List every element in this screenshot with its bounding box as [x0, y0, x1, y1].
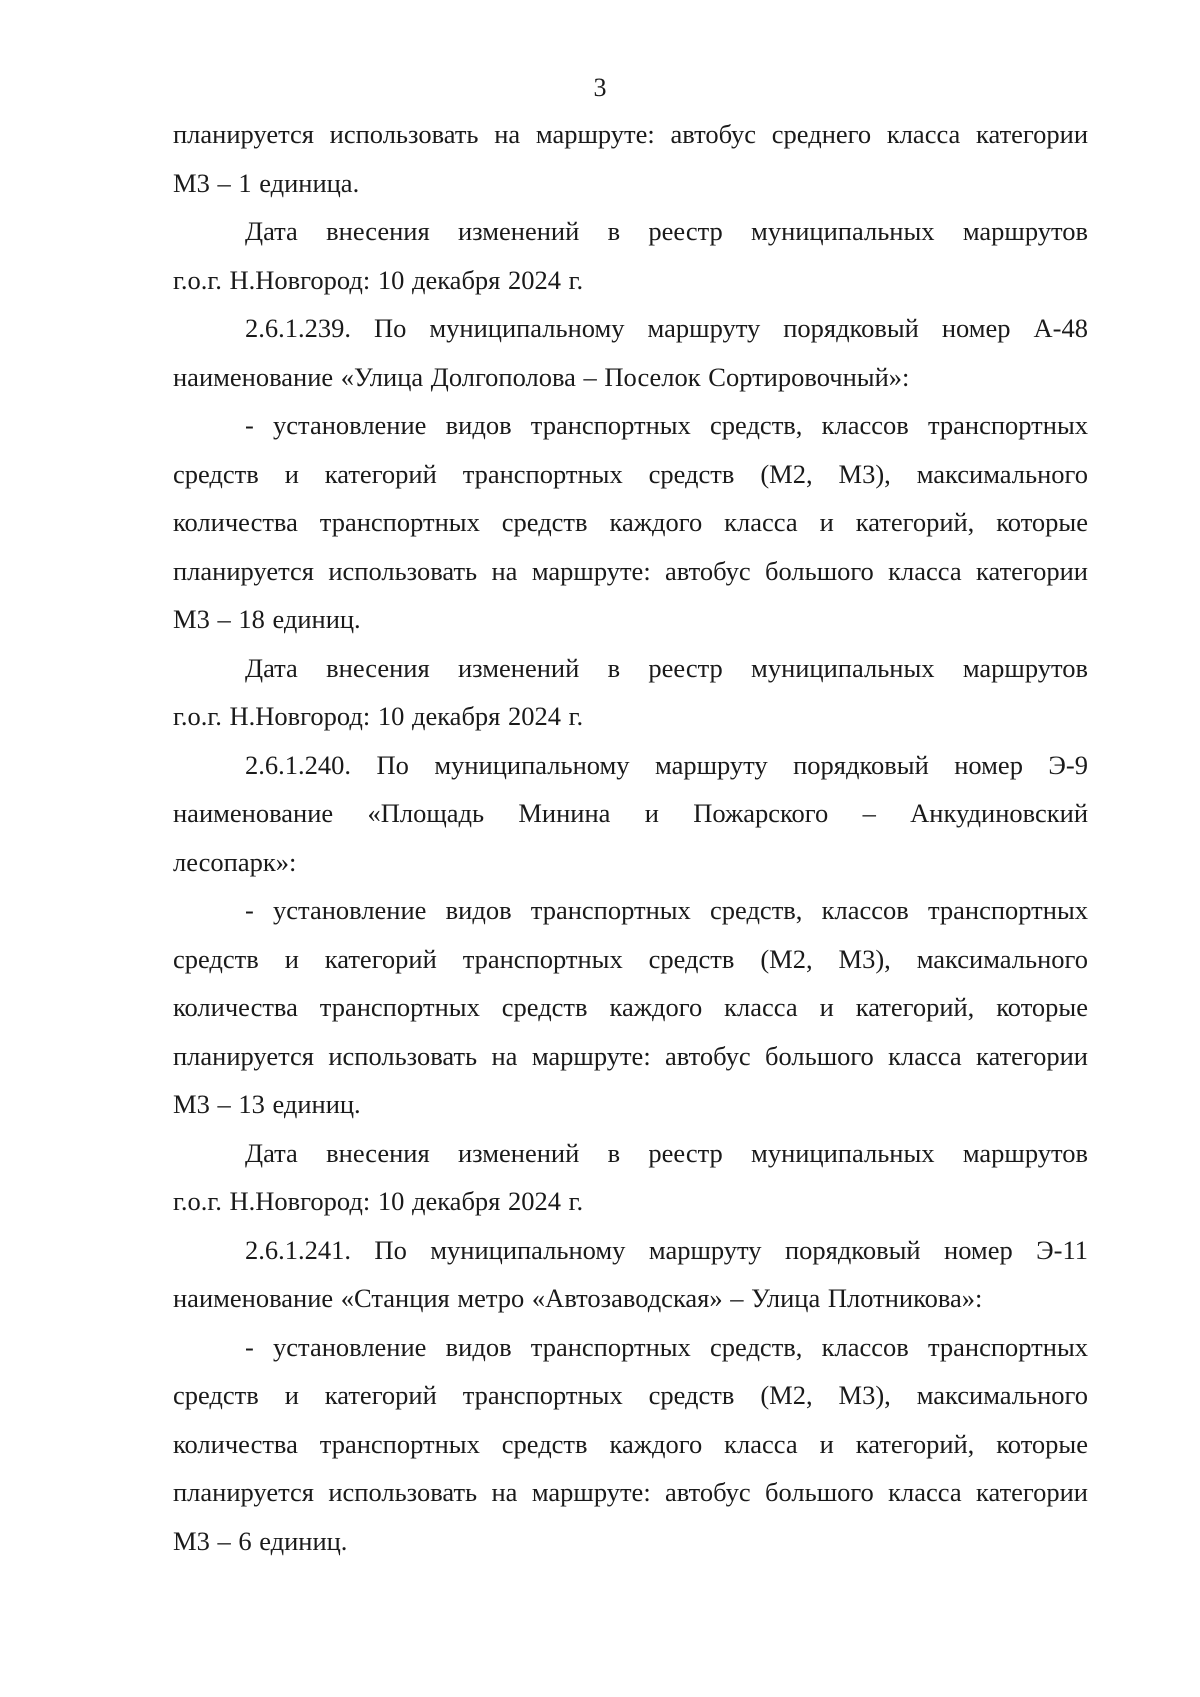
text-line: М3 – 13 единиц.: [173, 1089, 361, 1119]
text-line: 2.6.1.240. По муниципальному маршруту порядковый номер Э-9: [245, 749, 1088, 780]
text-line: - установление видов транспортных средств, классов транспортных: [245, 895, 1088, 925]
text-line: планируется использовать на маршруте: автобус большого класса категории: [173, 1040, 1088, 1071]
text-line: г.о.г. Н.Новгород: 10 декабря 2024 г.: [173, 701, 584, 731]
text-line: количества транспортных средств каждого класса и категорий, которые: [173, 992, 1088, 1022]
paragraph-continuation: [173, 110, 1088, 207]
text-line: 2.6.1.239. По муниципальному маршруту порядковый номер А-48: [245, 313, 1088, 343]
text-line: Дата внесения изменений в реестр муниципальных маршрутов: [245, 652, 1088, 683]
text-line: - установление видов транспортных средств, классов транспортных: [245, 1331, 1088, 1362]
text-line: количества транспортных средств каждого класса и категорий, которые: [173, 507, 1088, 537]
document-body: [173, 110, 1088, 1565]
text-line: М3 – 18 единиц.: [173, 604, 361, 634]
text-line: средств и категорий транспортных средств (М2, М3), максимального: [173, 458, 1088, 489]
text-line: наименование «Площадь Минина и Пожарского – Анкудиновский: [173, 798, 1088, 828]
text-line: наименование «Станция метро «Автозаводская» – Улица Плотникова»:: [173, 1283, 983, 1313]
paragraph-bullet: [173, 401, 1088, 644]
text-line: Дата внесения изменений в реестр муниципальных маршрутов: [245, 216, 1088, 246]
text-line: планируется использовать на маршруте: автобус большого класса категории: [173, 1477, 1088, 1507]
paragraph-item: [173, 1226, 1088, 1323]
paragraph-date: [173, 644, 1088, 741]
text-line: М3 – 1 единица.: [173, 167, 360, 198]
text-line: Дата внесения изменений в реестр муниципальных маршрутов: [245, 1137, 1088, 1168]
page-number: 3: [593, 73, 607, 102]
text-line: М3 – 6 единиц.: [173, 1525, 348, 1556]
text-line: планируется использовать на маршруте: автобус среднего класса категории: [173, 119, 1088, 149]
text-line: г.о.г. Н.Новгород: 10 декабря 2024 г.: [173, 1186, 584, 1216]
paragraph-bullet: [173, 886, 1088, 1129]
text-line: наименование «Улица Долгополова – Поселок Сортировочный»:: [173, 361, 910, 392]
text-line: количества транспортных средств каждого класса и категорий, которые: [173, 1428, 1088, 1459]
text-line: г.о.г. Н.Новгород: 10 декабря 2024 г.: [173, 264, 584, 295]
paragraph-item: [173, 304, 1088, 401]
text-line: средств и категорий транспортных средств (М2, М3), максимального: [173, 1380, 1088, 1410]
paragraph-item: [173, 741, 1088, 887]
text-line: планируется использовать на маршруте: автобус большого класса категории: [173, 555, 1088, 586]
text-line: средств и категорий транспортных средств (М2, М3), максимального: [173, 943, 1088, 974]
paragraph-date: [173, 1129, 1088, 1226]
text-line: 2.6.1.241. По муниципальному маршруту порядковый номер Э-11: [245, 1234, 1088, 1265]
paragraph-date: [173, 207, 1088, 304]
text-line: лесопарк»:: [173, 846, 297, 877]
paragraph-bullet: [173, 1323, 1088, 1566]
text-line: - установление видов транспортных средств, классов транспортных: [245, 410, 1088, 440]
